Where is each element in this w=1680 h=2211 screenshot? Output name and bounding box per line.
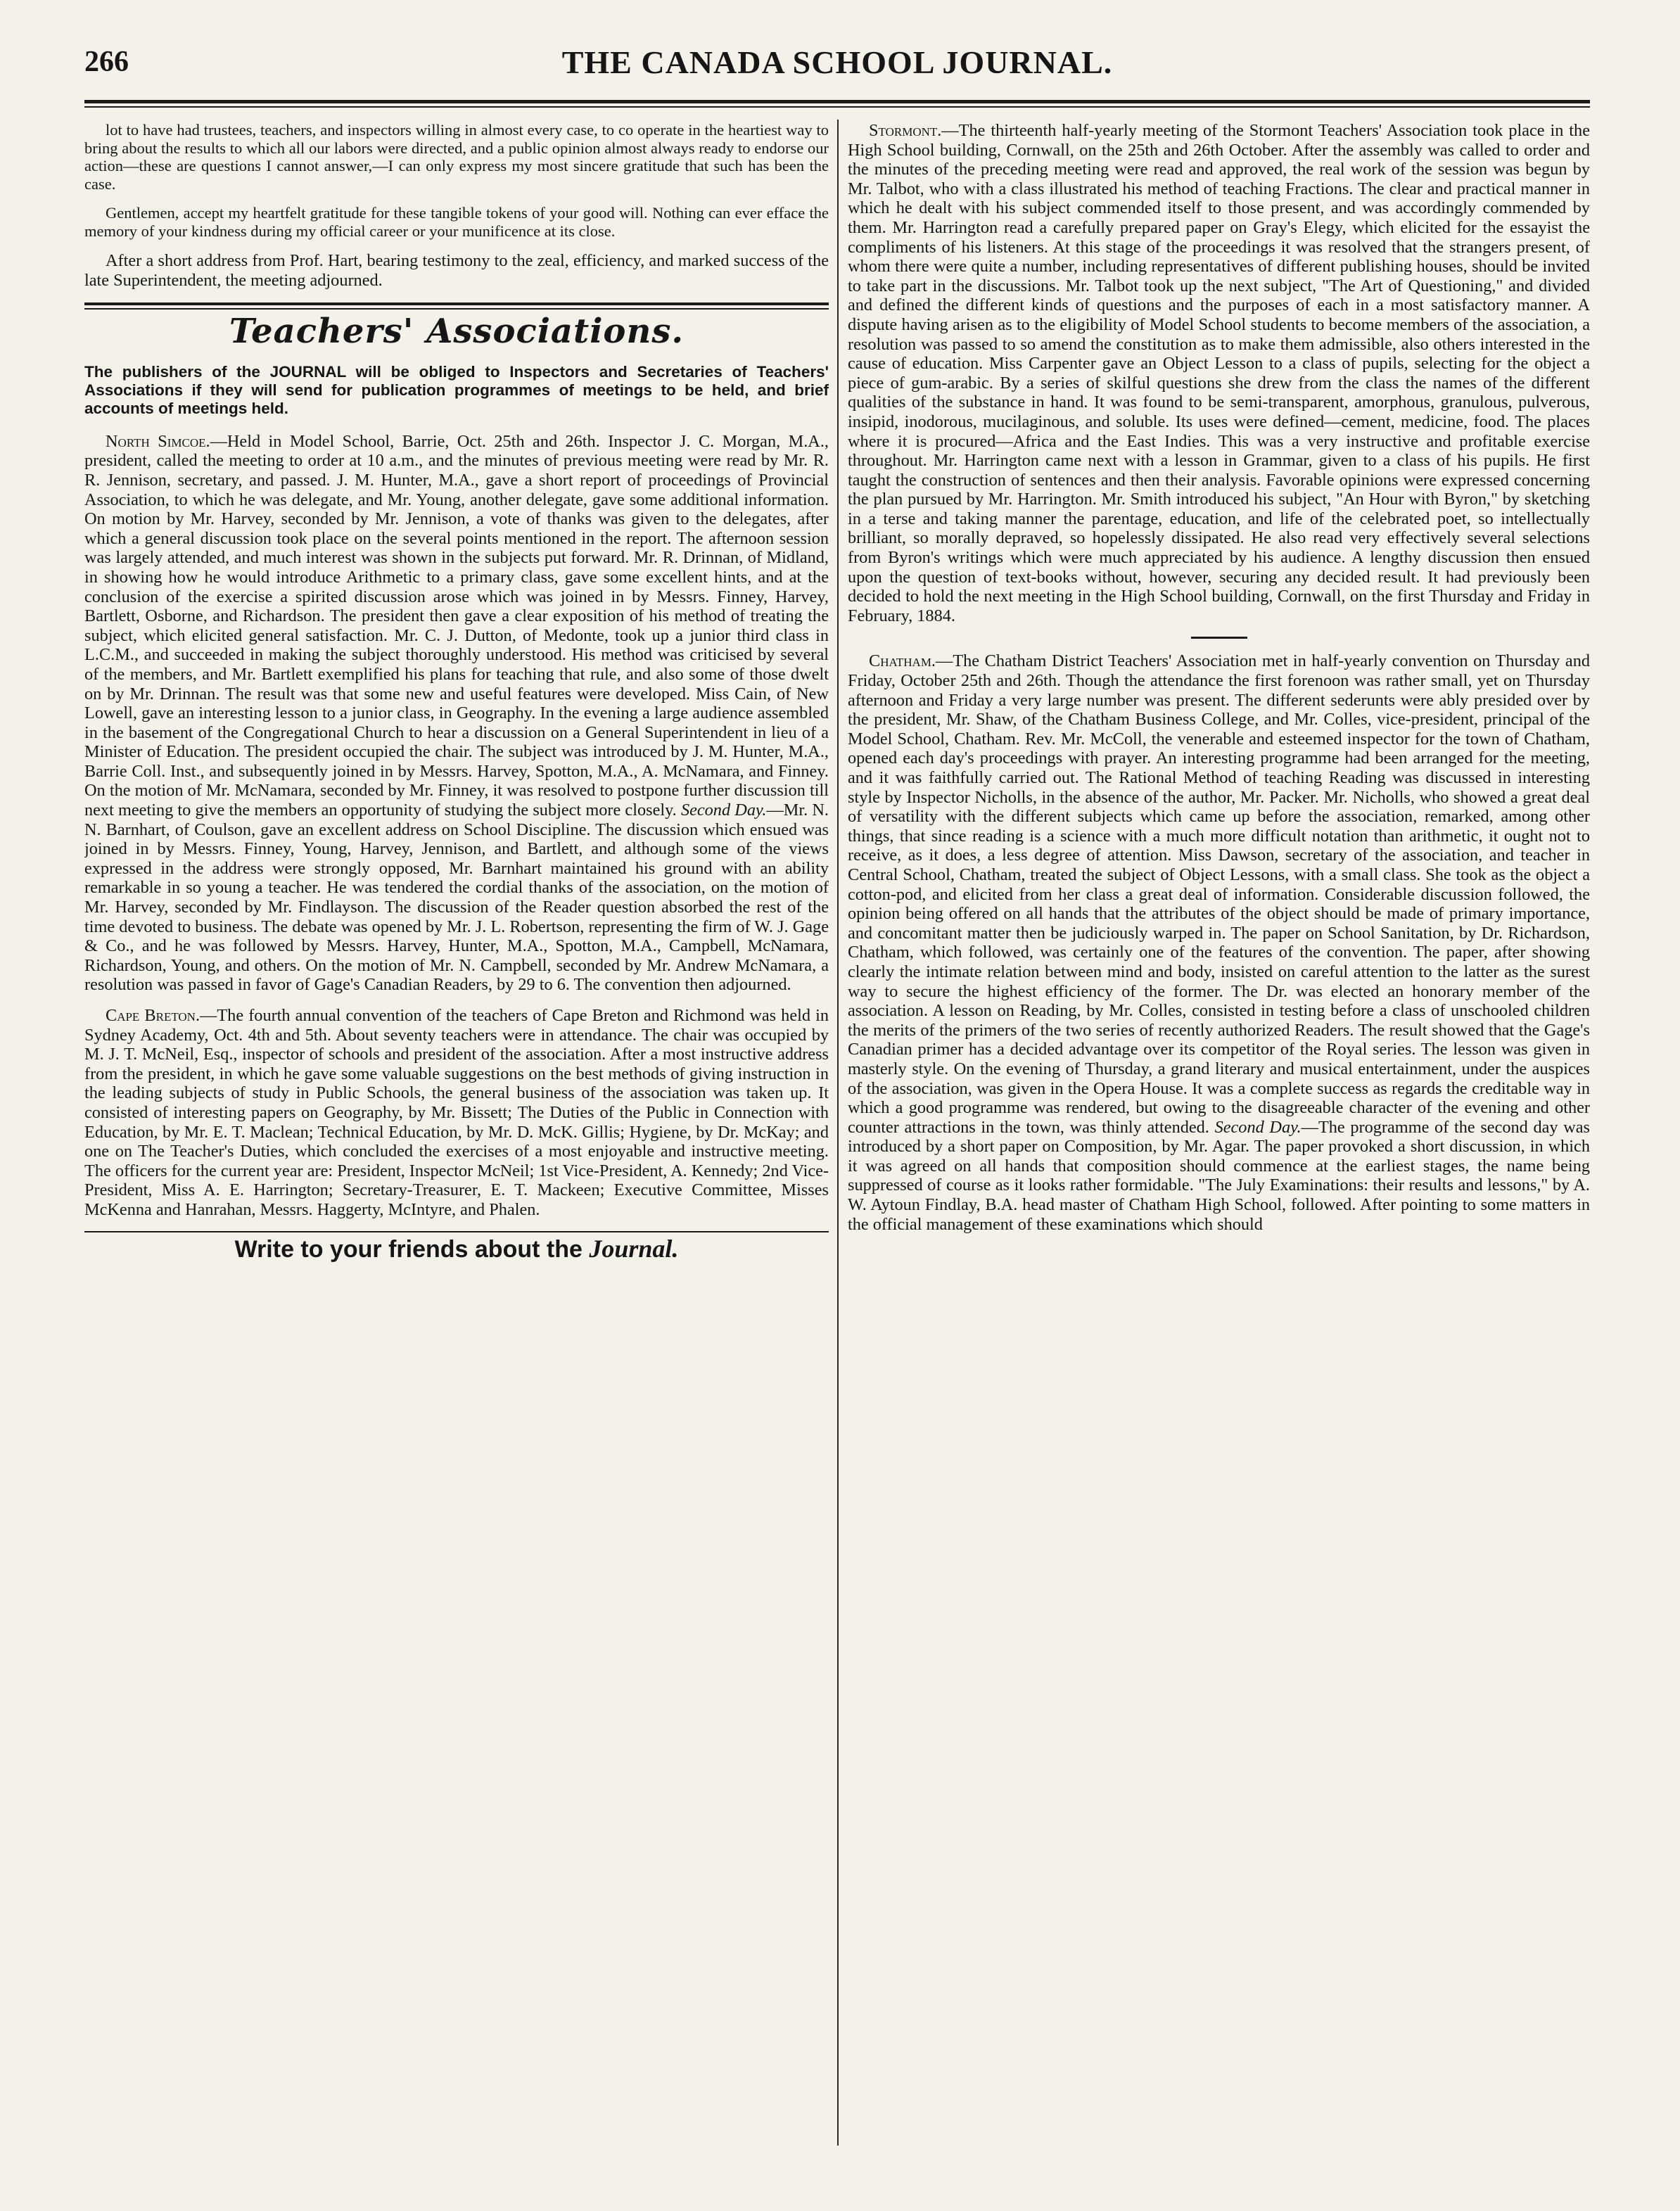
- article-north-simcoe: [84, 432, 829, 995]
- column-rule: [837, 120, 839, 2146]
- header-rule-thin: [84, 106, 1590, 108]
- footer-advert: [84, 1234, 829, 1263]
- section-divider-top: [84, 302, 829, 305]
- article-chatham: [848, 651, 1590, 1234]
- closing-paragraph: After a short address from Prof. Hart, bearing testimony to the zeal, efficiency, and marked success of the late Superintendent, the meeting adjourned.: [84, 251, 829, 290]
- article-body: —Held in Model School, Barrie, Oct. 25th and 26th. Inspector J. C. Morgan, M.A., president, called the meeting to order at 10 a.m., and the minutes of previous meeting were read by Mr. R. R. Jennison, secretary, and passed. J. M. Hunter, M.A., gave a short report of proceedings of Provincial Association, to which he was delegate, and Mr. Young, another delegate, gave some additional information. On motion by Mr. Harvey, seconded by Mr. Jennison, a vote of thanks was given to the delegates, after which a general discussion took place on the several points mentioned in the report. The afternoon session was largely attended, and much interest was shown in the subjects put forward. Mr. R. Drinnan, of Midland, in showing how he would introduce Arithmetic to a primary class, gave some excellent hints, and at the conclusion of the exercise a spirited discussion arose which was joined in by Messrs. Finney, Harvey, Bartlett, Osborne, and Richardson. The president then gave a clear exposition of his method of treating the subject, which elicited general satisfaction. Mr. C. J. Dutton, of Medonte, took up a junior third class in L.C.M., and succeeded in making the subject thoroughly understood. His method was criticised by several of the members, and Mr. Bartlett exemplified his plans for teaching that rule, and also some of those dwelt on by Mr. Drinnan. The result was that some new and useful features were developed. Miss Cain, of New Lowell, gave an interesting lesson to a junior class, in Geography. In the evening a large audience assembled in the basement of the Congregational Church to hear a discussion on a General Superintendent in lieu of a Minister of Education. The president occupied the chair. The subject was introduced by J. M. Hunter, M.A., Barrie Coll. Inst., and subsequently joined in by Messrs. Harvey, Spotton, M.A., A. McNamara, and Finney. On the motion of Mr. McNamara, seconded by Mr. Finney, it was resolved to postpone further discussion till next meeting to give the members an opportunity of studying the subject more closely.: [84, 431, 829, 820]
- section-divider-bottom: [84, 308, 829, 310]
- speech-paragraph-2: Gentlemen, accept my heartfelt gratitude for these tangible tokens of your good will. Nothing can ever efface the memory of your kindness during my official career or your munificence at its close.: [84, 204, 829, 240]
- header-rule-thick: [84, 100, 1590, 103]
- footer-emphasis: Journal.: [589, 1234, 679, 1263]
- footer-lead: Write to your friends about the: [234, 1235, 590, 1263]
- article-lead: Chatham.: [869, 651, 936, 671]
- journal-title: THE CANADA SCHOOL JOURNAL.: [561, 44, 1113, 80]
- article-body: —The fourth annual convention of the teachers of Cape Breton and Richmond was held in Sydney Academy, Oct. 4th and 5th. About seventy teachers were in attendance. The chair was occupied by M. J. T. McNeil, Esq., inspector of schools and president of the association. After a most instructive address from the president, in which he gave some valuable suggestions on the best methods of giving instruction in the leading subjects of study in Public Schools, the general business of the association was taken up. It consisted of interesting papers on Geography, by Mr. Bissett; The Duties of the Public in Connection with Education, by Mr. E. T. Maclean; Technical Education, by Mr. D. McK. Gillis; Hygiene, by Dr. McKay; and one on The Teacher's Duties, which concluded the exercises of a most enjoyable and instructive meeting. The officers for the current year are: President, Inspector McNeil; 1st Vice-President, A. Kennedy; 2nd Vice-President, Miss A. E. Harrington; Secretary-Treasurer, E. T. Mackeen; Executive Committee, Misses McKenna and Hanrahan, Messrs. Haggerty, McIntyre, and Phalen.: [84, 1006, 829, 1219]
- article-body: —The thirteenth half-yearly meeting of the Stormont Teachers' Association took place in the High School building, Cornwall, on the 25th and 26th October. After the assembly was called to order and the minutes of the preceding meeting were read and approved, the real work of the session was begun by Mr. Talbot, who with a class illustrated his method of teaching Fractions. The clear and practical manner in which he dealt with his subject commended itself to those present, and was accordingly commended by them. Mr. Harrington read a carefully prepared paper on Gray's Elegy, which elicited for the essayist the compliments of his listeners. At this stage of the proceedings it was resolved that the strangers present, of whom there were quite a number, including representatives of different publishing houses, should be invited to take part in the discussions. Mr. Talbot took up the next subject, "The Art of Questioning," and divided and defined the different kinds of questions and the purposes of each in a most satisfactory manner. A dispute having arisen as to the eligibility of Model School students to become members of the association, a resolution was passed to so amend the constitution as to make them admissible, also others interested in the cause of education. Miss Carpenter gave an Object Lesson to a class of pupils, selecting for the object a piece of gum-arabic. By a series of skilful questions she drew from the class the names of the different qualities of the substance in hand. It was found to be semi-transparent, amorphous, granulous, pulverous, insipid, inodorous, mucilaginous, and soluble. Its uses were defined—cement, medicine, food. The places where it is procured—Africa and the East Indies. This was a very instructive and profitable exercise throughout. Mr. Harrington came next with a lesson in Grammar, given to a class of his pupils. He first taught the construction of sentences and then their analysis. Favorable opinions were expressed concerning the plan pursued by Mr. Harrington. Mr. Smith introduced his subject, "An Hour with Byron," by sketching in a terse and taking manner the parentage, education, and life of the celebrated poet, so intellectually brilliant, so morally depraved, so hopelessly dissipated. He also read very effectively several selections from Byron's writings which were much appreciated by his audience. A lengthy discussion then ensued upon the question of text-books without, however, securing any decided result. It had previously been decided to hold the next meeting in the High School building, Cornwall, on the first Thursday and Friday in February, 1884.: [848, 121, 1590, 625]
- article-stormont: [848, 121, 1590, 625]
- second-day-label: Second Day.: [680, 801, 767, 820]
- page-header: [84, 37, 1590, 93]
- page-number: 266: [84, 46, 129, 78]
- publishers-notice: The publishers of the JOURNAL will be obliged to Inspectors and Secretaries of Teachers' Associations if they will send for publication programmes of meetings to be held, and brief accounts of meetings held.: [84, 362, 829, 417]
- left-column: [84, 121, 829, 2147]
- second-day-label: Second Day.: [1214, 1117, 1302, 1137]
- article-lead: North Simcoe.: [106, 431, 210, 451]
- article-lead: Stormont.: [869, 121, 942, 140]
- article-lead: Cape Breton.: [106, 1006, 201, 1025]
- article-body-continued: —Mr. N. N. Barnhart, of Coulson, gave an excellent address on School Discipline. The discussion which ensued was joined in by Messrs. Finney, Young, Harvey, Jennison, and Bartlett, and although some of the views expressed in the address were strongly opposed, Mr. Barnhart maintained his ground with an ability remarkable in so young a teacher. He was tendered the cordial thanks of the association, on the motion of Mr. Harvey, seconded by Mr. Findlayson. The discussion of the Reader question absorbed the rest of the time devoted to business. The debate was opened by Mr. J. L. Robertson, representing the firm of W. J. Gage & Co., and he was followed by Messrs. Harvey, Hunter, M.A., Spotton, M.A., Campbell, McNamara, Richardson, Young, and others. On the motion of Mr. N. Campbell, seconded by Mr. Andrew McNamara, a resolution was passed in favor of Gage's Canadian Readers, by 29 to 6. The convention then adjourned.: [84, 801, 829, 995]
- article-cape-breton: [84, 1006, 829, 1220]
- section-title: Teachers' Associations.: [229, 312, 685, 352]
- article-body: —The Chatham District Teachers' Association met in half-yearly convention on Thursday and Friday, October 25th and 26th. Though the attendance the first forenoon was rather small, yet on Thursday afternoon and Friday a very large number was present. The different sederunts were ably presided over by the president, Mr. Shaw, of the Chatham Business College, and Mr. Colles, vice-president, principal of the Model School, Chatham. Rev. Mr. McColl, the venerable and esteemed inspector for the town of Chatham, opened each day's proceedings with prayer. An interesting programme had been arranged for the meeting, and it was faithfully carried out. The Rational Method of teaching Reading was discussed in interesting style by Inspector Nicholls, in the absence of the author, Mr. Packer. Mr. Nicholls, who showed a great deal of versatility with the different subjects which came up before the association, remarked, among other things, that since reading is a science with a much more difficult notation than arithmetic, it ought not to receive, as it does, a less degree of attention. Miss Dawson, secretary of the association, and teacher in Central School, Chatham, treated the subject of Object Lessons, with a small class. She took as the object a cotton-pod, and elicited from her class a great deal of information. Considerable discussion followed, the opinion being offered on all hands that the attributes of the object should be made of primary importance, and concomitant matter then be judiciously warped in. The paper on School Sanitation, by Dr. Richardson, Chatham, which followed, was certainly one of the features of the convention. The paper, after showing clearly the intimate relation between mind and body, insisted on careful attention to the latter as the surest way to secure the highest efficiency of the former. The Dr. was elected an honorary member of the association. A lesson on Reading, by Mr. Colles, consisted in testing before a class of unschooled children the merits of the primers of the two series of recently authorized Readers. The result showed that the Gage's Canadian primer has a decided advantage over its competitor of the Royal series. The lesson was given in masterly style. On the evening of Thursday, a grand literary and musical entertainment, under the auspices of the association, was given in the Opera House. It was a complete success as regards the creditable way in which a good programme was rendered, but owing to the disagreeable character of the evening and other counter attractions in the town, was thinly attended.: [848, 651, 1590, 1137]
- right-column: [848, 121, 1590, 2158]
- speech-paragraph-1: lot to have had trustees, teachers, and inspectors willing in almost every case, to co operate in the heartiest way to bring about the results to which all our labors were directed, and a public opinion almost always ready to endorse our action—these are questions I cannot answer,—I can only express my most sincere gratitude that such has been the case.: [84, 121, 829, 193]
- article-separator: [1191, 637, 1247, 639]
- article-body-continued: —The programme of the second day was introduced by a short paper on Composition, by Mr. Agar. The paper provoked a short discussion, in which it was agreed on all hands that composition should commence at the earliest stages, the name being suppressed of course as it looks rather formidable. "The July Examinations: their results and lessons," by A. W. Aytoun Findlay, B.A. head master of Chatham High School, followed. After pointing to some matters in the official management of these examinations which should: [848, 1117, 1590, 1234]
- footer-rule: [84, 1231, 829, 1232]
